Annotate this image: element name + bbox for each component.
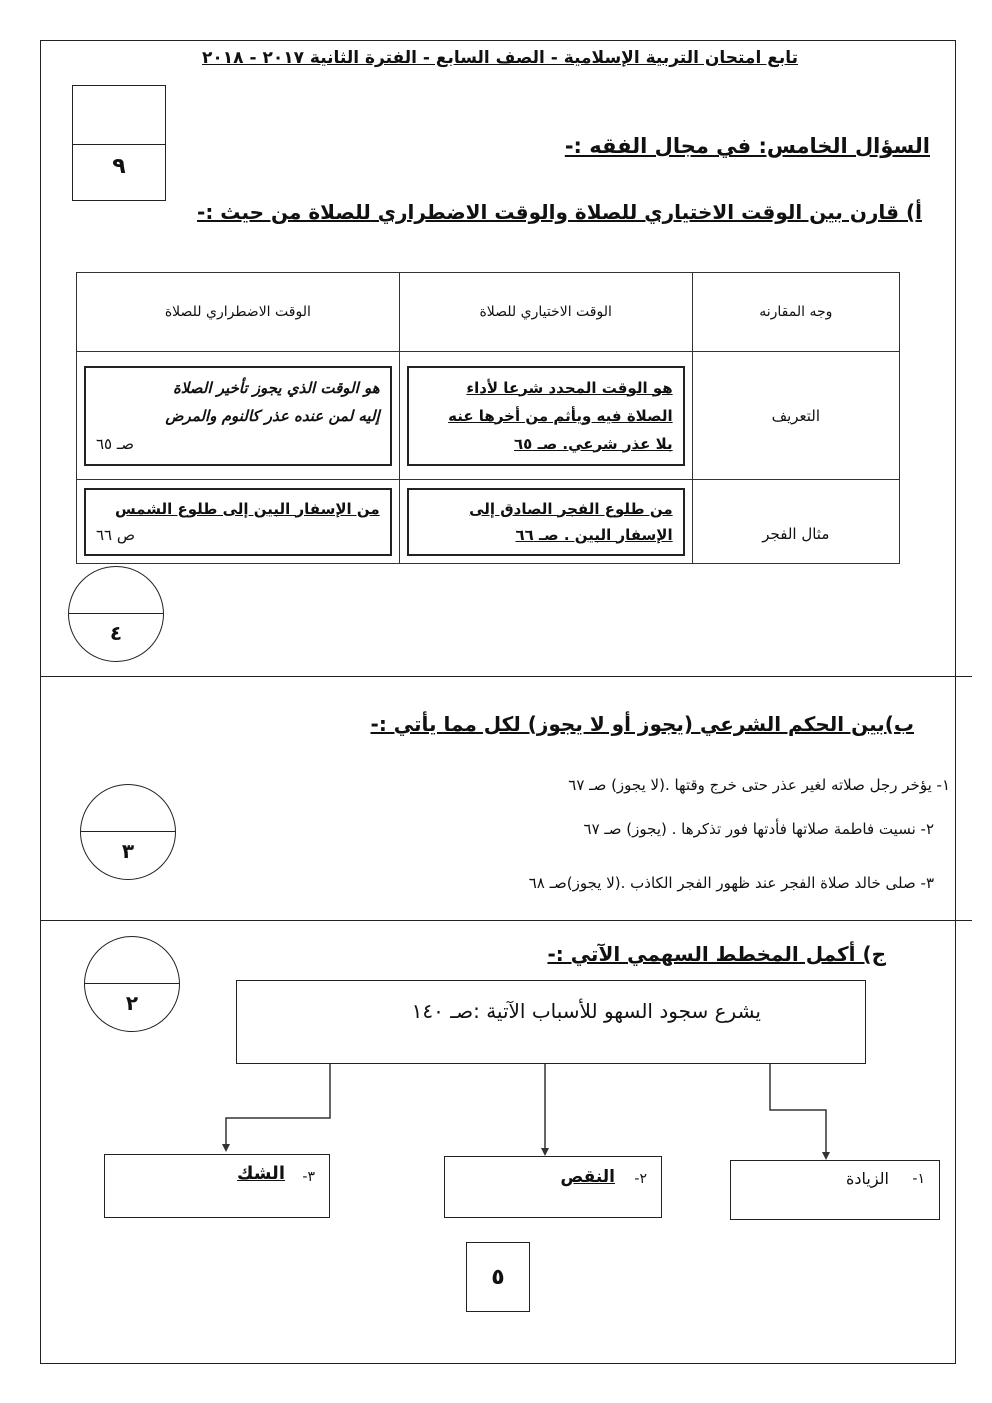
part-a-score: ٤: [109, 621, 123, 645]
page-number: ٥: [466, 1242, 530, 1312]
row-label-definition: التعريف: [692, 352, 899, 480]
arrow-to-doubt: [226, 1064, 330, 1150]
part-a-title: أ) قارن بين الوقت الاختياري للصلاة والوقت الاضطراري للصلاة من حيث :-: [197, 200, 922, 224]
part-b-score: ٣: [121, 839, 135, 863]
header-optional-time: الوقت الاختياري للصلاة: [399, 273, 692, 352]
branch-label: الزيادة: [846, 1169, 889, 1188]
answer-line: بلا عذر شرعي. صـ ٦٥: [514, 434, 673, 453]
answer-line: هو الوقت الذي يجوز تأخير الصلاة: [172, 378, 380, 397]
flowchart-branch-doubt: [104, 1154, 330, 1218]
header-necessary-time: الوقت الاضطراري للصلاة: [77, 273, 400, 352]
judgment-item: ٣- صلى خالد صلاة الفجر عند ظهور الفجر الكاذب .(لا يجوز)صـ ٦٨: [528, 874, 934, 892]
answer-line: الصلاة فيه ويأثم من أخرها عنه: [448, 406, 673, 425]
flowchart-root: [236, 980, 866, 1064]
branch-number: ٢-: [634, 1171, 647, 1187]
judgment-item: ١- يؤخر رجل صلاته لغير عذر حتى خرج وقتها .(لا يجوز) صـ ٦٧: [568, 776, 950, 794]
judgment-item: ٢- نسيت فاطمة صلاتها فأدتها فور تذكرها . (يجوز) صـ ٦٧: [583, 820, 934, 838]
part-b-title: ب)بين الحكم الشرعي (يجوز أو لا يجوز) لكل مما يأتي :-: [370, 712, 914, 736]
part-c-score: ٢: [125, 991, 139, 1015]
answer-line: إليه لمن عنده عذر كالنوم والمرض: [165, 406, 380, 425]
row-label-fajr-example: مثال الفجر: [692, 480, 899, 564]
answer-line: صـ ٦٥: [96, 434, 135, 453]
header-compare-aspect: وجه المقارنه: [692, 273, 899, 352]
flowchart-root-text: يشرع سجود السهو للأسباب الآتية :صـ ١٤٠: [411, 999, 761, 1023]
arrow-to-addition: [770, 1064, 826, 1158]
answer-line: ص ٦٦: [96, 525, 136, 544]
answer-line: من طلوع الفجر الصادق إلى: [469, 499, 673, 518]
question-five-title: السؤال الخامس: في مجال الفقه :-: [564, 134, 930, 158]
total-score-value: ٩: [112, 154, 126, 179]
answer-line: من الإسفار البين إلى طلوع الشمس: [114, 499, 380, 518]
branch-number: ١-: [912, 1171, 925, 1187]
answer-line: هو الوقت المحدد شرعا لأداء: [466, 378, 673, 397]
branch-label: النقص: [560, 1167, 615, 1187]
answer-line: الإسفار البين . صـ ٦٦: [515, 525, 673, 544]
flowchart-branch-addition: [730, 1160, 940, 1220]
branch-label: الشك: [236, 1163, 285, 1184]
exam-header: تابع امتحان التربية الإسلامية - الصف السابع - الفترة الثانية ٢٠١٧ - ٢٠١٨: [202, 48, 798, 68]
flowchart-branch-omission: [444, 1156, 662, 1218]
branch-number: ٣-: [302, 1169, 315, 1185]
part-c-title: ج) أكمل المخطط السهمي الآتي :-: [547, 942, 886, 966]
